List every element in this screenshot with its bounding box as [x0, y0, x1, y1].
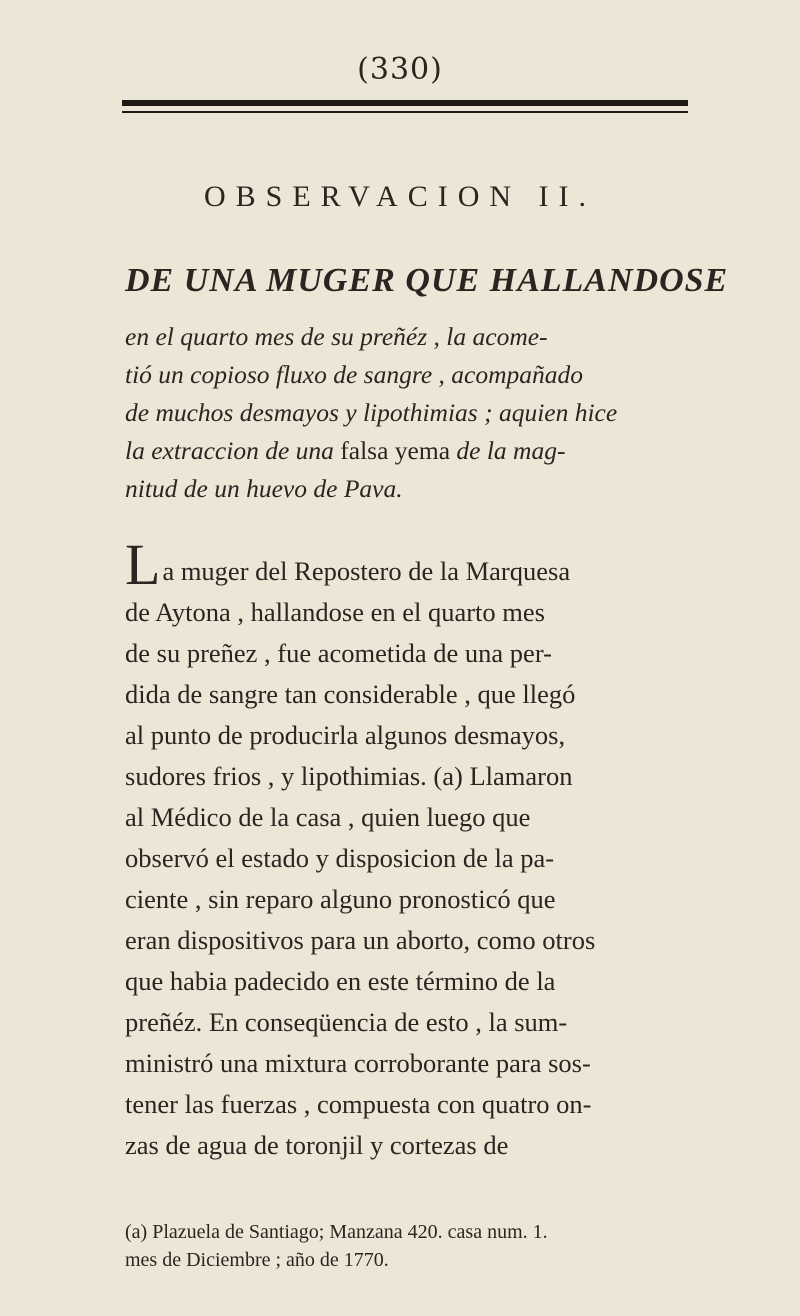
- ornamental-rule-thick: [122, 100, 688, 106]
- subtitle-line: tió un copioso fluxo de sangre , acompañado: [125, 360, 584, 389]
- body-line: dida de sangre tan considerable , que llegó: [125, 679, 576, 709]
- body-line: preñéz. En conseqüencia de esto , la sum-: [125, 1007, 568, 1037]
- subtitle-line-end: de la mag-: [450, 436, 566, 465]
- body-line-text: a muger del Repostero de la Marquesa: [162, 556, 571, 586]
- subtitle-line: nitud de un huevo de Pava.: [125, 474, 403, 503]
- body-line: sudores frios , y lipothimias. (a) Llamaron: [125, 761, 573, 791]
- footnote-line: (a) Plazuela de Santiago; Manzana 420. casa num. 1.: [125, 1221, 548, 1243]
- drop-cap: L: [125, 532, 161, 597]
- body-line: de Aytona , hallandose en el quarto mes: [125, 597, 545, 627]
- body-line: zas de agua de toronjil y cortezas de: [125, 1130, 509, 1160]
- body-line: que habia padecido en este término de la: [125, 966, 556, 996]
- body-line: al punto de producirla algunos desmayos,: [125, 720, 566, 750]
- subtitle-upright-words: falsa yema: [340, 436, 451, 465]
- footnote: [125, 1218, 705, 1274]
- page-number: (330): [357, 52, 443, 87]
- subtitle-line-start: la extraccion de una: [125, 436, 341, 465]
- body-line: ciente , sin reparo alguno pronosticó que: [125, 884, 556, 914]
- body-line: tener las fuerzas , compuesta con quatro on-: [125, 1089, 592, 1119]
- footnote-line: mes de Diciembre ; año de 1770.: [125, 1249, 389, 1271]
- body-line: observó el estado y disposicion de la pa-: [125, 843, 555, 873]
- section-title: OBSERVACION II.: [203, 180, 597, 213]
- body-line: al Médico de la casa , quien luego que: [125, 802, 531, 832]
- subtitle-line: en el quarto mes de su preñéz , la acome-: [125, 322, 548, 351]
- chapter-subtitle: [125, 318, 695, 508]
- ornamental-rule-thin: [122, 111, 688, 113]
- subtitle-line: [125, 432, 695, 470]
- body-line: de su preñez , fue acometida de una per-: [125, 638, 552, 668]
- body-line: eran dispositivos para un aborto, como otros: [125, 925, 596, 955]
- subtitle-line: de muchos desmayos y lipothimias ; aquien hice: [125, 398, 618, 427]
- body-paragraph: [125, 532, 705, 1166]
- body-line: ministró una mixtura corroborante para sos-: [125, 1048, 591, 1078]
- chapter-heading: DE UNA MUGER QUE HALLANDOSE: [125, 262, 729, 299]
- body-line: [125, 532, 705, 597]
